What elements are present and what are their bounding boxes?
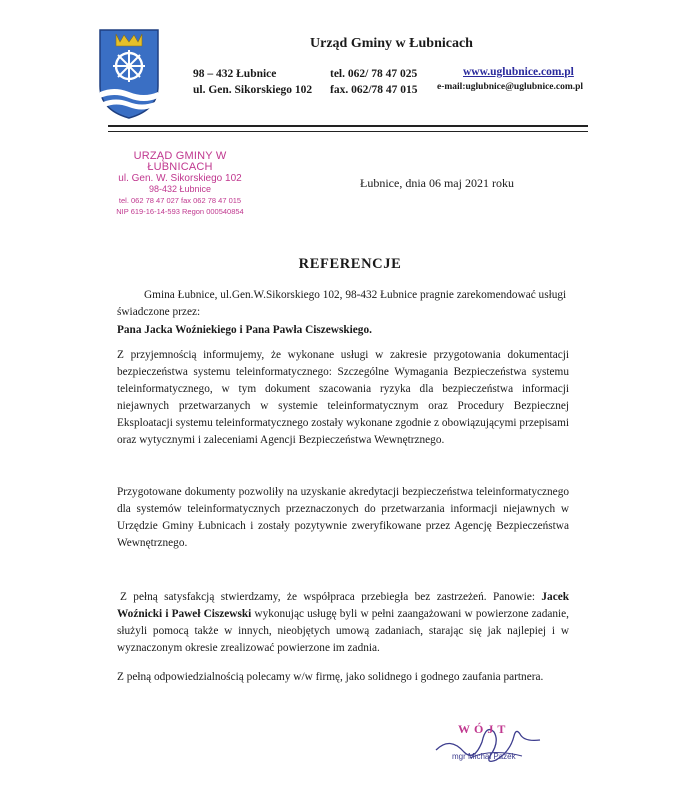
stamp-line-street: ul. Gen. W. Sikorskiego 102 bbox=[118, 173, 242, 184]
services-paragraph: Z przyjemnością informujemy, że wykonane usługi w zakresie przygotowania dokumentacji bezpieczeństwa systemu teleinformatycznego: Szczególne Wymagania Bezpieczeństwa systemu teleinformatycznego, w tym dokument szacowania ryzyka dla bezpieczeństwa informacji niejawnych przetwarzanych w systemie teleinformatycznym oraz Procedury Bezpiecznej Eksploatacji systemu teleinformatycznego zostały wykonane zgodnie z obowiązującymi przepisami oraz wytycznymi i zaleceniami Agencji Bezpieczeństwa Wewnętrznego. bbox=[117, 349, 569, 446]
office-stamp bbox=[110, 151, 250, 217]
handwritten-signature bbox=[430, 712, 550, 772]
satisfaction-paragraph bbox=[117, 589, 569, 657]
stamp-line-phone: tel. 062 78 47 027 fax 062 78 47 015 bbox=[118, 196, 242, 205]
office-address bbox=[193, 66, 312, 98]
header-divider-thick bbox=[108, 125, 588, 127]
stamp-line-tax-id: NIP 619-16-14-593 Regon 000540854 bbox=[116, 207, 244, 216]
contractor-names: Jacek Woźnicki i Paweł Ciszewski bbox=[117, 591, 569, 620]
email-address: e-mail:uglubnice@uglubnice.com.pl bbox=[437, 82, 584, 92]
office-name: Urząd Gminy w Łubnicach bbox=[310, 36, 473, 51]
office-contact bbox=[330, 66, 418, 98]
signatory-name: mgr Michał Pazek bbox=[452, 752, 516, 761]
closing-paragraph: Z pełną odpowiedzialnością polecamy w/w firmę, jako solidnego i godnego zaufania partnera. bbox=[117, 671, 544, 683]
intro-paragraph: Gmina Łubnice, ul.Gen.W.Sikorskiego 102, 98-432 Łubnice pragnie zarekomendować usługi świadczone przez: bbox=[117, 289, 567, 318]
phone-number: tel. 062/ 78 47 025 bbox=[330, 68, 418, 80]
stamp-line-postal: 98-432 Łubnice bbox=[148, 184, 212, 194]
letter-date: Łubnice, dnia 06 maj 2021 roku bbox=[360, 176, 514, 190]
satisfaction-text-a: Z pełną satysfakcją stwierdzamy, że współpraca przebiegła bez zastrzeżeń. Panowie: bbox=[120, 591, 542, 603]
satisfaction-text-b: wykonując usługę byli w pełni zaangażowani w powierzone zadanie, służyli pomocą także w innych, nieobjętych umową zadaniach, starając się jak najlepiej i w wyznaczonym okresie zrealizować powierzone im zadnia. bbox=[117, 608, 569, 654]
coat-of-arms-icon bbox=[98, 28, 160, 120]
document-title: REFERENCJE bbox=[298, 256, 402, 272]
address-line-street: ul. Gen. Sikorskiego 102 bbox=[193, 84, 313, 96]
stamp-line-office: URZĄD GMINY W ŁUBNICACH bbox=[133, 150, 227, 173]
address-line-postal: 98 – 432 Łubnice bbox=[193, 68, 277, 80]
recommended-persons: Pana Jacka Woźniekiego i Pana Pawła Ciszewskiego. bbox=[117, 324, 372, 336]
website-link[interactable]: www.uglubnice.com.pl bbox=[463, 66, 574, 78]
accreditation-paragraph: Przygotowane dokumenty pozwoliły na uzyskanie akredytacji bezpieczeństwa teleinformatycznego dla systemów teleinformatycznych przeznaczonych do przetwarzania informacji niejawnych w Urzędzie Gminy Łubnicach i zostały pozytywnie zweryfikowane przez Agencję Bezpieczeństwa Wewnętrznego. bbox=[117, 486, 569, 549]
header-divider-thin bbox=[108, 131, 588, 132]
signatory-title-stamp: WÓJT bbox=[458, 722, 510, 736]
fax-number: fax. 062/78 47 015 bbox=[330, 84, 418, 96]
